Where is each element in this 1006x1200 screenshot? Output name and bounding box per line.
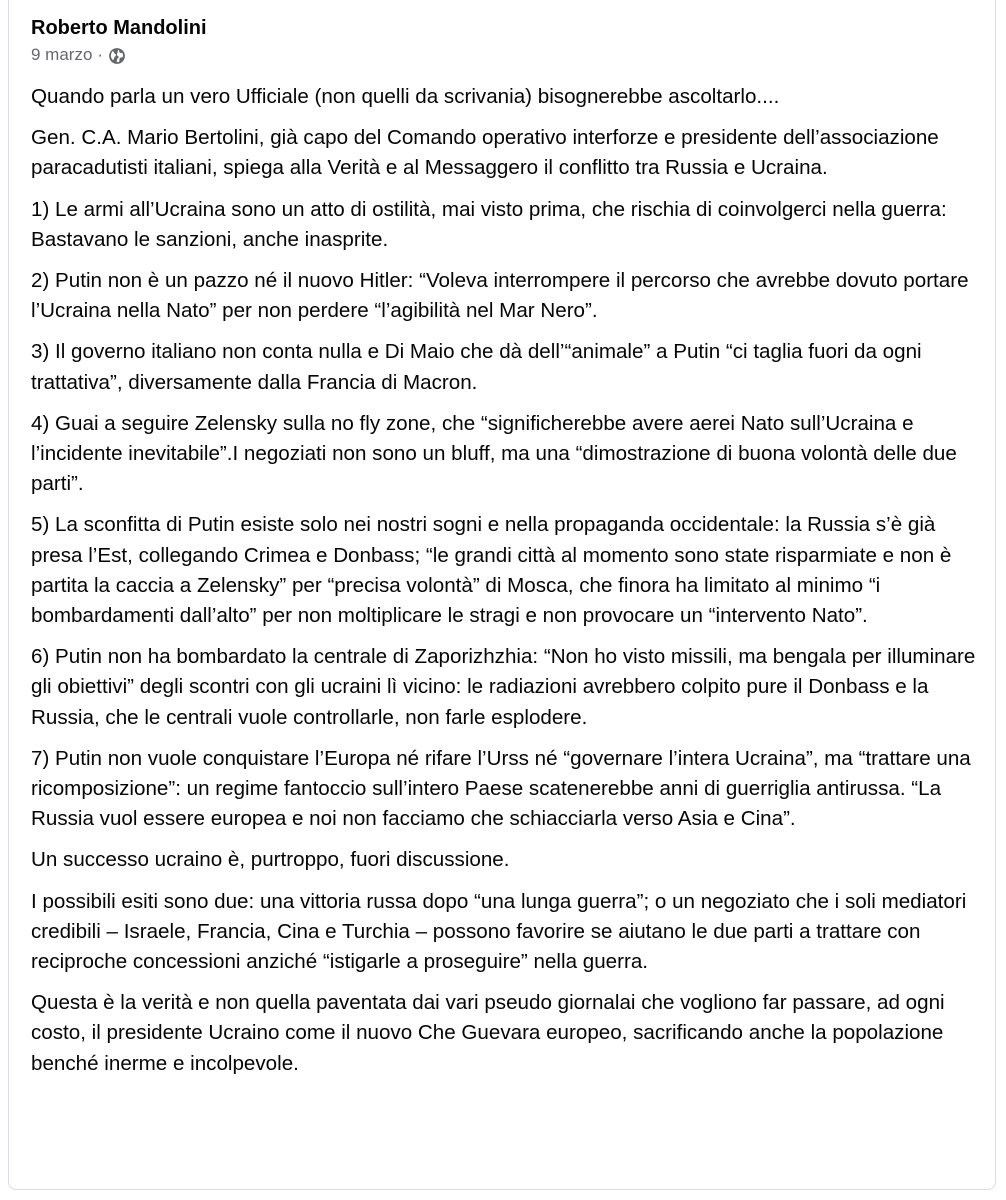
post-paragraph: 1) Le armi all’Ucraina sono un atto di ostilità, mai visto prima, che rischia di coinvolgerci nella guerra: Bastavano le sanzioni, anche inasprite.: [31, 197, 947, 251]
post-paragraph: 7) Putin non vuole conquistare l’Europa né rifare l’Urss né “governare l’intera Ucraina”, ma “trattare una ricomposizione”: un regime fantoccio sull’intero Paese scatenerebbe anni di guerriglia antirussa. “La Russia vuol essere europea e noi non facciamo che schiacciarla verso Asia e Cina”.: [31, 746, 971, 831]
post-paragraph: 3) Il governo italiano non conta nulla e Di Maio che dà dell’“animale” a Putin “ci taglia fuori da ogni trattativa”, diversamente dalla Francia di Macron.: [31, 340, 922, 394]
author-name[interactable]: Roberto Mandolini: [31, 17, 207, 39]
post-paragraph: Quando parla un vero Ufficiale (non quelli da scrivania) bisognerebbe ascoltarlo....: [31, 85, 780, 108]
post-body: [31, 82, 981, 1090]
post-meta: [31, 44, 207, 66]
post-paragraph: Gen. C.A. Mario Bertolini, già capo del Comando operativo interforze e presidente dell’associazione paracadutisti italiani, spiega alla Verità e al Messaggero il conflitto tra Russia e Ucraina.: [31, 126, 939, 180]
post-paragraph: Un successo ucraino è, purtroppo, fuori discussione.: [31, 848, 510, 872]
post-paragraph: 6) Putin non ha bombardato la centrale di Zaporizhzhia: “Non ho visto missili, ma bengala per illuminare gli obiettivi” degli scontri con gli ucraini lì vicino: le radiazioni avrebbero colpito pure il Donbass e la Russia, che le centrali vuole controllarle, non farle esplodere.: [31, 645, 976, 729]
post-paragraph: Questa è la verità e non quella paventata dai vari pseudo giornalai che vogliono far passare, ad ogni costo, il presidente Ucraino come il nuovo Che Guevara europeo, sacrificando anche la popolazione benché inerme e incolpevole.: [31, 991, 945, 1075]
meta-separator: ·: [97, 45, 104, 64]
post-paragraph: 4) Guai a seguire Zelensky sulla no fly zone, che “significherebbe avere aerei Nato sull’Ucraina e l’incidente inevitabile”.I negoziati non sono un bluff, ma una “dimostrazione di buona volontà delle due parti”.: [31, 411, 957, 496]
globe-icon[interactable]: [108, 47, 126, 65]
post-paragraph: 2) Putin non è un pazzo né il nuovo Hitler: “Voleva interrompere il percorso che avrebbe dovuto portare l’Ucraina nella Nato” per non perdere “l’agibilità nel Mar Nero”.: [31, 269, 969, 323]
post-date[interactable]: 9 marzo: [31, 45, 93, 64]
post-header: [31, 14, 207, 66]
post-paragraph: I possibili esiti sono due: una vittoria russa dopo “una lunga guerra”; o un negoziato che i soli mediatori credibili – Israele, Francia, Cina e Turchia – possono favorire se aiutano le due parti a trattare con reciproche concessioni anziché “istigarle a proseguire” nella guerra.: [31, 889, 967, 974]
post-card: [8, 0, 996, 1190]
post-paragraph: 5) La sconfitta di Putin esiste solo nei nostri sogni e nella propaganda occidentale: la Russia s’è già presa l’Est, collegando Crimea e Donbass; “le grandi città al momento sono state risparmiate e non è partita la caccia a Zelensky” per “precisa volontà” di Mosca, che finora ha limitato al minimo “i bombardamenti dall’alto” per non moltiplicare le stragi e non provocare un “intervento Nato”.: [31, 513, 952, 628]
